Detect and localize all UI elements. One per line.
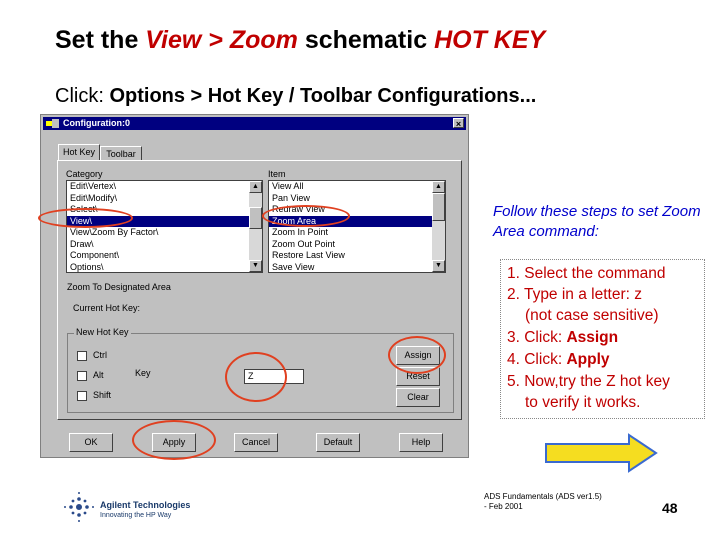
cancel-button[interactable]: Cancel <box>234 433 278 452</box>
title-part-1: Set the <box>55 26 146 54</box>
step-2-note: (not case sensitive) <box>525 307 659 324</box>
step-3-prefix: 3. Click: <box>507 329 567 346</box>
category-list-item[interactable]: Edit\Vertex\ <box>70 181 117 191</box>
app-icon <box>46 119 59 128</box>
slide-subtitle <box>55 85 536 108</box>
key-input[interactable]: Z <box>244 369 304 384</box>
next-arrow-icon <box>544 433 659 473</box>
command-list-item[interactable]: Pan View <box>272 192 310 203</box>
logo-name: Agilent Technologies <box>100 500 191 510</box>
item-scrollbar[interactable] <box>432 181 445 272</box>
scroll-thumb[interactable] <box>432 193 445 221</box>
alt-checkbox[interactable] <box>77 371 87 381</box>
highlight-assign-circle <box>388 336 446 374</box>
command-list-item[interactable]: View All <box>272 181 304 191</box>
ctrl-checkbox[interactable] <box>77 351 87 361</box>
ctrl-label: Ctrl <box>93 350 107 360</box>
step-3 <box>507 329 618 347</box>
tab-hot-key[interactable]: Hot Key <box>58 144 100 160</box>
category-list-item[interactable]: Select\ <box>70 204 98 214</box>
default-button[interactable]: Default <box>316 433 360 452</box>
command-list-item[interactable]: Restore Last View <box>272 250 345 260</box>
scroll-down-icon[interactable]: ▼ <box>432 260 445 272</box>
category-scrollbar[interactable] <box>249 181 262 272</box>
category-list-item[interactable]: Options\ <box>70 261 104 272</box>
alt-label: Alt <box>93 370 104 380</box>
tab-toolbar[interactable]: Toolbar <box>100 146 142 160</box>
agilent-logo-icon <box>62 490 96 524</box>
current-hotkey-label: Current Hot Key: <box>73 303 141 313</box>
ok-button[interactable]: OK <box>69 433 113 452</box>
page-number: 48 <box>662 500 678 516</box>
category-list-item[interactable]: View\ <box>67 216 262 228</box>
apply-button[interactable]: Apply <box>152 433 196 452</box>
category-list-item[interactable]: Component\ <box>70 250 120 260</box>
title-part-2: schematic <box>297 26 435 54</box>
command-description: Zoom To Designated Area <box>67 282 171 292</box>
category-list-item[interactable]: Edit\Modify\ <box>70 192 118 203</box>
step-4 <box>507 351 610 369</box>
title-hotkey: HOT KEY <box>434 26 546 54</box>
scroll-thumb[interactable] <box>249 207 262 229</box>
highlight-key-circle <box>225 352 287 402</box>
slide-title <box>55 26 545 55</box>
logo-tagline: Innovating the HP Way <box>100 512 172 519</box>
command-list-item[interactable]: Zoom Area <box>269 216 445 228</box>
step-3-action: Assign <box>566 329 619 346</box>
new-hotkey-label: New Hot Key <box>76 327 129 337</box>
scroll-down-icon[interactable]: ▼ <box>249 260 262 272</box>
step-2: 2. Type in a letter: z <box>507 286 642 303</box>
configuration-dialog <box>40 114 469 458</box>
command-list-item[interactable]: Zoom In Point <box>272 227 329 237</box>
dialog-titlebar[interactable] <box>43 117 466 130</box>
category-list-item[interactable]: Draw\ <box>70 238 94 249</box>
help-button[interactable]: Help <box>399 433 443 452</box>
command-list-item[interactable]: Save View <box>272 261 315 272</box>
dialog-title: Configuration:0 <box>63 118 130 128</box>
step-1: 1. Select the command <box>507 265 666 282</box>
subtitle-menu-path: Options > Hot Key / Toolbar Configurations... <box>109 85 537 107</box>
step-5: 5. Now,try the Z hot key <box>507 373 670 390</box>
clear-button[interactable]: Clear <box>396 388 440 407</box>
step-4-action: Apply <box>566 351 610 368</box>
subtitle-prefix: Click: <box>55 85 110 107</box>
key-label: Key <box>135 368 151 378</box>
highlight-item-circle <box>262 205 350 227</box>
step-5-note: to verify it works. <box>525 394 641 411</box>
category-list-item[interactable]: View\Zoom By Factor\ <box>70 227 159 237</box>
category-label: Category <box>66 169 103 179</box>
close-button[interactable]: × <box>453 118 464 128</box>
highlight-category-circle <box>38 208 133 228</box>
reset-button[interactable]: Reset <box>396 367 440 386</box>
step-4-prefix: 4. Click: <box>507 351 567 368</box>
item-label: Item <box>268 169 286 179</box>
shift-checkbox[interactable] <box>77 391 87 401</box>
footer-text: ADS Fundamentals (ADS ver1.5) - Feb 2001 <box>484 492 602 511</box>
scroll-up-icon[interactable]: ▲ <box>249 181 262 193</box>
highlight-apply-circle <box>132 420 216 460</box>
shift-label: Shift <box>93 390 112 400</box>
title-view-zoom: View > Zoom <box>145 26 298 54</box>
command-list-item[interactable]: Redraw View <box>272 204 325 214</box>
assign-button[interactable]: Assign <box>396 346 440 365</box>
scroll-up-icon[interactable]: ▲ <box>432 181 445 193</box>
command-list-item[interactable]: Zoom Out Point <box>272 238 336 249</box>
instruction-intro: Follow these steps to set Zoom Area command: <box>493 203 701 240</box>
